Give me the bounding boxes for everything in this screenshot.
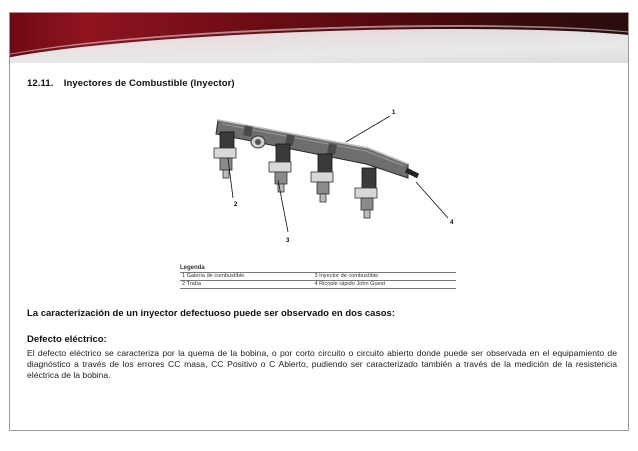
legend-cell: 2 Traba xyxy=(180,281,312,289)
legend-table xyxy=(180,272,456,289)
section-number: 12.11. xyxy=(27,78,54,89)
subheading-electrical-defect: Defecto eléctrico: xyxy=(27,334,107,345)
injector-1 xyxy=(214,132,236,178)
legend-row xyxy=(180,273,456,281)
section-heading xyxy=(27,78,235,89)
callout-3: 3 xyxy=(286,238,290,244)
injector-2 xyxy=(269,144,291,192)
injector-4 xyxy=(355,168,377,218)
legend-cell: 1 Galería de combustible xyxy=(180,273,312,281)
section-title: Inyectores de Combustible (Inyector) xyxy=(63,78,235,89)
legend-cell: 4 Ricople rápido John Guest xyxy=(312,281,456,289)
legend-cell: 3 Inyector de combustible xyxy=(312,273,456,281)
fuel-rail-diagram xyxy=(178,98,468,288)
callout-4: 4 xyxy=(450,220,454,226)
legend-row xyxy=(180,281,456,289)
body-paragraph: El defecto eléctrico se caracteriza por la quema de la bobina, o por corto circuito o circuito abierto donde puede ser observada en el equipamiento de diagnóstico a través de los errores CC masa, CC Positivo o C Abierto, pudiendo ser caracterizado también a través de la medición de la resistencia eléctrica de la bobina. xyxy=(27,348,617,381)
intro-sentence: La caracterización de un inyector defectuoso puede ser observado en dos casos: xyxy=(27,308,395,319)
legend-title: Legenda xyxy=(180,265,205,271)
banner-swoosh-line xyxy=(10,16,628,63)
figure-legend xyxy=(180,265,456,289)
injector-3 xyxy=(311,154,333,202)
callout-2: 2 xyxy=(234,202,238,208)
fuel-rail xyxy=(216,120,408,178)
callout-1: 1 xyxy=(392,110,396,116)
header-banner xyxy=(10,13,628,63)
